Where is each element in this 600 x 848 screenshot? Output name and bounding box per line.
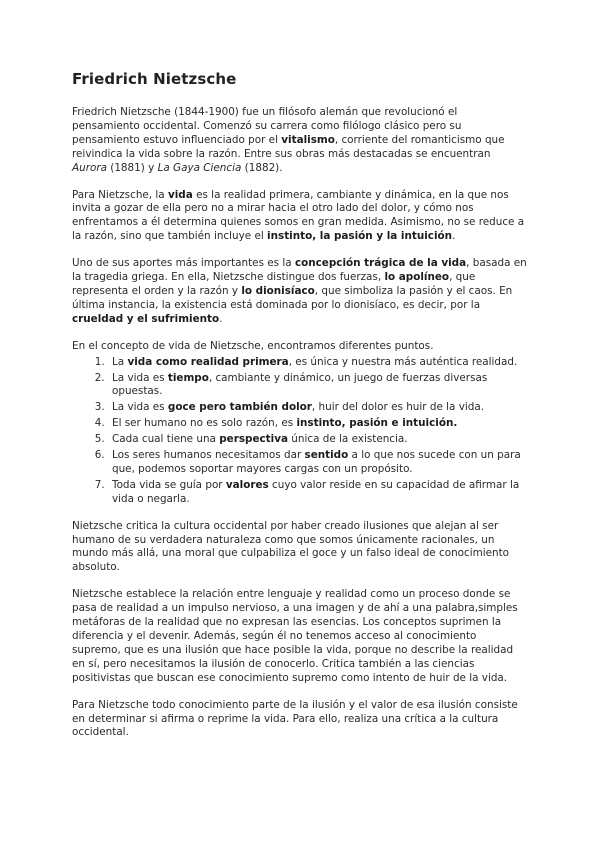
list-item: 4. El ser humano no es solo razón, es instinto, pasión e intuición.	[108, 417, 528, 431]
paragraph-critica-cultura: Nietzsche critica la cultura occidental por haber creado ilusiones que alejan al ser humano de su verdadera naturaleza como que somos únicamente racionales, un mundo más allá, una moral que culpabiliza el goce y un falso ideal de conocimiento absoluto.	[72, 519, 510, 574]
list-item: 3. La vida es goce pero también dolor, huir del dolor es huir de la vida.	[108, 401, 528, 415]
page-title: Friedrich Nietzsche	[72, 70, 237, 88]
list-item: 2. La vida es tiempo, cambiante y dinámico, un juego de fuerzas diversas opuestas.	[108, 372, 528, 400]
paragraph-concepcion-tragica: Uno de sus aportes más importantes es la concepción trágica de la vida, basada en la tragedia griega. En ella, Nietzsche distingue dos fuerzas, lo apolíneo, que representa el orden y la razón y lo dionisíaco, que simboliza la pasión y el caos. En última instancia, la existencia está dominada por lo dionisíaco, es decir, por la crueldad y el sufrimiento.	[72, 257, 527, 325]
list-item: 5. Cada cual tiene una perspectiva única de la existencia.	[108, 433, 528, 447]
numbered-list	[72, 356, 528, 507]
paragraph-list-intro: En el concepto de vida de Nietzsche, encontramos diferentes puntos.	[72, 339, 434, 352]
paragraph-conclusion: Para Nietzsche todo conocimiento parte de la ilusión y el valor de esa ilusión consiste en determinar si afirma o reprime la vida. Para ello, realiza una crítica a la cultura occidental.	[72, 698, 518, 739]
list-item: 7. Toda vida se guía por valores cuyo valor reside en su capacidad de afirmar la vida o negarla.	[108, 479, 528, 507]
paragraph-vida: Para Nietzsche, la vida es la realidad primera, cambiante y dinámica, en la que nos invita a gozar de ella pero no a mirar hacia el otro lado del dolor, y cómo nos enfrentamos a él determina quienes somos en gran medida. Asimismo, no se reduce a la razón, sino que también incluye el instinto, la pasión y la intuición.	[72, 188, 525, 243]
list-item: 6. Los seres humanos necesitamos dar sentido a lo que nos sucede con un para que, podemos soportar mayores cargas con un propósito.	[108, 449, 528, 477]
paragraph-lenguaje-realidad: Nietzsche establece la relación entre lenguaje y realidad como un proceso donde se pasa de realidad a un impulso nervioso, a una imagen y de ahí a una palabra,simples metáforas de la realidad que no expresan las esencias. Los conceptos suprimen la diferencia y el devenir. Además, según él no tenemos acceso al conocimiento supremo, que es una ilusión que hace posible la vida, porque no describe la realidad en sí, pero necesitamos la ilusión de conocerlo. Critica también a las ciencias positivistas que buscan ese conocimiento supremo como intento de huir de la vida.	[72, 588, 518, 684]
list-item: 1. La vida como realidad primera, es única y nuestra más auténtica realidad.	[108, 356, 528, 370]
paragraph-intro: Friedrich Nietzsche (1844-1900) fue un filósofo alemán que revolucionó el pensamiento occidental. Comenzó su carrera como filólogo clásico pero su pensamiento estuvo influenciado por el vitalismo, corriente del romanticismo que reivindica la vida sobre la razón. Entre sus obras más destacadas se encuentran Aurora (1881) y La Gaya Ciencia (1882).	[72, 106, 505, 174]
